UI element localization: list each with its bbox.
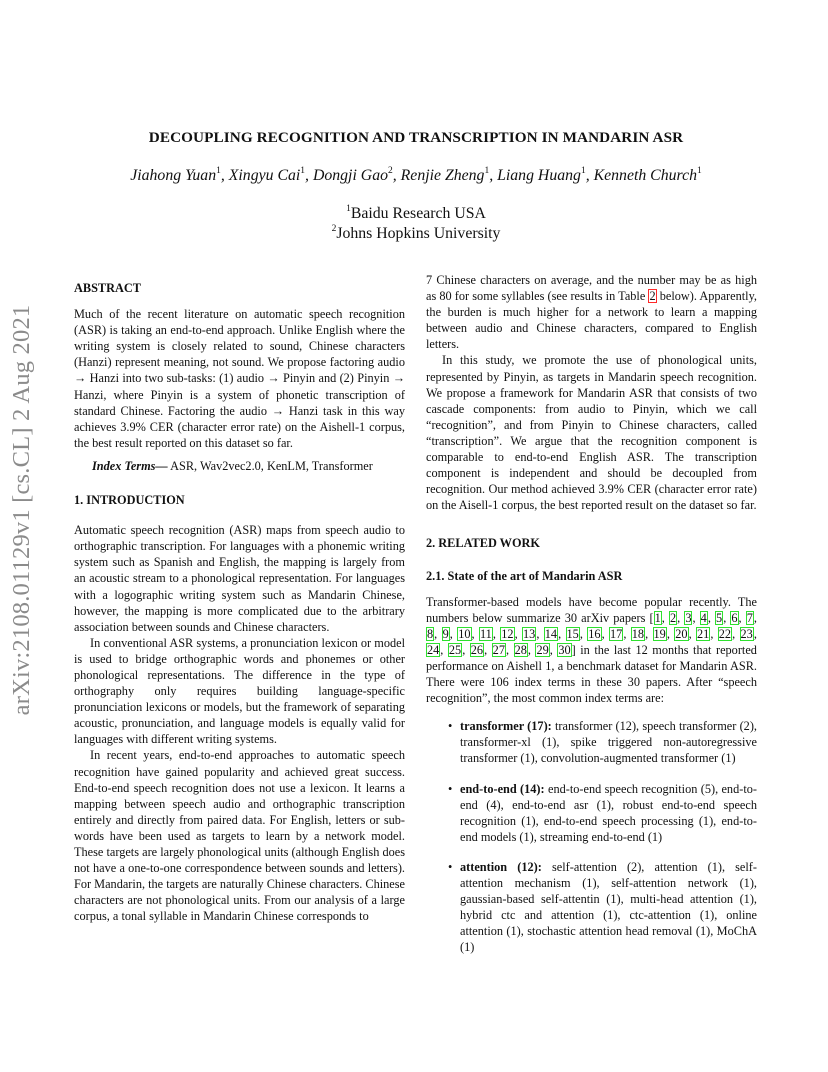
- left-column: [74, 280, 405, 924]
- citation-link[interactable]: 9: [442, 626, 449, 641]
- citation-link[interactable]: 3: [685, 610, 692, 625]
- bullet-icon: •: [448, 781, 453, 796]
- bullet-icon: •: [448, 859, 453, 874]
- citation-link[interactable]: 26: [470, 642, 484, 657]
- affiliation-marker: 2: [331, 224, 337, 234]
- author-name: Dongji Gao: [312, 167, 388, 184]
- related-text: Transformer-based models have become popular recently. The numbers below summarize 30 arXiv papers [: [426, 594, 757, 625]
- related-text: ] in the last 12 months that reported performance on Aishell 1, a benchmark dataset for Mandarin ASR. There were 106 index terms in these 30 papers. After “speech recognition”, the most common index terms are:: [426, 642, 757, 706]
- citation-link[interactable]: 30: [558, 642, 571, 657]
- citation-link[interactable]: 20: [675, 626, 688, 641]
- related-paragraph-1: [426, 594, 757, 707]
- related-work-heading: 2. RELATED WORK: [426, 536, 540, 551]
- citation-link[interactable]: 2: [669, 610, 677, 625]
- citation-link[interactable]: 29: [536, 642, 549, 657]
- author-affiliation-marker: 1: [216, 166, 221, 176]
- citation-link[interactable]: 23: [740, 626, 753, 641]
- citation-link[interactable]: 28: [514, 642, 527, 657]
- right-column: [426, 272, 757, 969]
- affiliation-marker: 1: [346, 204, 351, 214]
- affiliation-1: [74, 205, 758, 223]
- author-affiliation-marker: 2: [388, 166, 393, 176]
- index-terms-label: Index Terms—: [92, 458, 168, 473]
- affiliation-name: Johns Hopkins University: [336, 225, 501, 242]
- index-term-details: transformer (12), speech transformer (2), transformer-xl (1), spike triggered non-autoregressive transformer (1), convolution-augmented transformer (1): [460, 719, 757, 766]
- citation-list: 1, 2, 3, 4, 5, 6, 7, 8, 9, 10, 11, 12, 13, 14, 15, 16, 17, 18, 19, 20, 21, 22, 23, 24, 25, 26, 27, 28, 29, 30: [427, 610, 757, 657]
- index-term-category: attention (12):: [460, 859, 542, 874]
- citation-link[interactable]: 15: [566, 626, 579, 641]
- citation-link[interactable]: 14: [544, 626, 558, 641]
- author-affiliation-marker: 1: [300, 166, 306, 176]
- index-terms-text: ASR, Wav2vec2.0, KenLM, Transformer: [170, 458, 373, 473]
- affiliation-2: [74, 225, 758, 243]
- intro-paragraph-3: In recent years, end-to-end approaches to automatic speech recognition have gained popularity and achieved great success. End-to-end speech recognition does not use a lexicon. It learns a mapping between speech audio and orthographic transcription entirely and directly from paired data. For English, letters or sub-words have been used as targets to learn by a network model. These targets are largely phonological units (although English does not have a one-to-one correspondence between sounds and letters). For Mandarin, the targets are naturally Chinese characters. Chinese characters are not phonological units. From our analysis of a large corpus, a tonal syllable in Mandarin Chinese corresponds to: [74, 748, 405, 924]
- index-term-item: [426, 718, 757, 766]
- author-name: Xingyu Cai: [228, 167, 301, 184]
- index-term-item: [426, 781, 757, 845]
- paper-title: DECOUPLING RECOGNITION AND TRANSCRIPTION IN MANDARIN ASR: [148, 129, 684, 146]
- author-list: Jiahong Yuan$^1$, Xingyu Cai$^1$, Dongji Gao$^2$, Renjie Zheng$^1$, Liang Huang$^1$, Kenneth Church$^1$: [130, 166, 702, 184]
- author-name: Liang Huang: [497, 167, 581, 184]
- bullet-icon: •: [448, 719, 453, 734]
- author-affiliation-marker: 1: [697, 166, 702, 176]
- arxiv-watermark: [2, 290, 42, 730]
- index-term-details: end-to-end speech recognition (5), end-to-end (4), end-to-end asr (1), robust end-to-end speech recognition (1), end-to-end speech processing (1), end-to-end models (1), streaming end-to-end (1): [460, 781, 757, 844]
- arxiv-identifier[interactable]: arXiv:2108.01129v1 [cs.CL] 2 Aug 2021: [8, 304, 35, 716]
- intro-paragraph-1: Automatic speech recognition (ASR) maps from speech audio to orthographic transcription. For languages with a phonemic writing system such as Spanish and English, the mapping is largely from an acoustic stream to a phonological representation. For languages with a logographic writing system such as Mandarin Chinese, however, the mapping is more complicated due to the arbitrary association between sounds and Chinese characters.: [74, 523, 405, 634]
- citation-link[interactable]: 1: [654, 610, 661, 625]
- author-name: Kenneth Church: [593, 167, 697, 184]
- index-term-list: [426, 718, 757, 955]
- author-affiliation-marker: 1: [580, 166, 586, 176]
- citation-link[interactable]: 25: [448, 642, 462, 657]
- abstract-heading: ABSTRACT: [74, 281, 141, 295]
- citation-link[interactable]: 13: [523, 626, 536, 641]
- intro-text: 7 Chinese characters on average, and the number may be as high as 80 for some syllables (see results in Table: [426, 273, 757, 304]
- citation-link[interactable]: 4: [700, 610, 707, 625]
- citation-link[interactable]: 16: [588, 626, 601, 641]
- index-term-category: end-to-end (14):: [460, 781, 545, 796]
- affiliation-name: Baidu Research USA: [350, 205, 486, 222]
- citation-link[interactable]: 8: [427, 626, 434, 641]
- intro-text: below). Apparently, the burden is much higher for a network to learn a mapping between audio and Chinese characters, compared to English letters.: [426, 289, 757, 352]
- subsection-heading: 2.1. State of the art of Mandarin ASR: [426, 568, 623, 583]
- index-terms: [74, 458, 405, 474]
- intro-paragraph-5: In this study, we promote the use of phonological units, represented by Pinyin, as targets in Mandarin speech recognition. We propose a framework for Mandarin ASR that consists of two cascade components: from audio to Pinyin, which we call “recognition”, and from Pinyin to Chinese characters, called “transcription”. We argue that the recognition component is comparable to end-to-end English ASR. The transcription component is independent and should be decoupled from recognition. Our method achieved 3.9% CER (character error rate) on the Aisell-1 corpus, the best reported result on the dataset so far.: [426, 353, 757, 513]
- author-name: Renjie Zheng: [400, 167, 485, 184]
- citation-link[interactable]: 22: [718, 626, 732, 641]
- abstract-text: Much of the recent literature on automatic speech recognition (ASR) is taking an end-to-end approach. Unlike English where the writing system is closely related to sound, Chinese characters (Hanzi) represent meaning, not sound. We propose factoring audio → Hanzi into two sub-tasks: (1) audio → Pinyin and (2) Pinyin → Hanzi, where Pinyin is a system of phonetic transcription of standard Chinese. Factoring the audio → Hanzi task in this way achieves 3.9% CER (character error rate) on the Aishell-1 corpus, the best result reported on this dataset so far.: [74, 307, 405, 450]
- citation-link[interactable]: 27: [492, 642, 505, 657]
- index-term-item: [426, 859, 757, 956]
- citation-link[interactable]: 18: [631, 626, 645, 641]
- author-name: Jiahong Yuan: [130, 167, 217, 184]
- citation-link[interactable]: 11: [479, 626, 492, 641]
- citation-link[interactable]: 10: [458, 626, 471, 641]
- index-term-category: transformer (17):: [460, 719, 552, 734]
- citation-link[interactable]: 7: [746, 610, 753, 625]
- introduction-heading: 1. INTRODUCTION: [74, 493, 185, 508]
- table-reference-link[interactable]: 2: [649, 289, 656, 304]
- author-affiliation-marker: 1: [484, 166, 490, 176]
- citation-link[interactable]: 6: [731, 610, 738, 625]
- citation-link[interactable]: 5: [716, 610, 723, 625]
- citation-link[interactable]: 12: [501, 626, 514, 641]
- citation-link[interactable]: 21: [697, 626, 710, 641]
- intro-paragraph-4: [426, 272, 757, 352]
- citation-link[interactable]: 17: [610, 626, 623, 641]
- index-term-details: self-attention (2), attention (1), self-attention mechanism (1), self-attention network (1), gaussian-based self-attentin (1), multi-head attention (1), hybrid ctc and attention (1), ctc-attention (1), online attention (1), stochastic attention head removal (1), MoChA (1): [460, 859, 758, 955]
- intro-paragraph-2: In conventional ASR systems, a pronunciation lexicon or model is used to bridge orthographic words and phonemes or other phonological representations. The difference in the type of orthography only requires building language-specific pronunciation lexicons or models, but the framework of separating acoustic, pronunciation, and language models is equally valid for languages with different writing systems.: [74, 635, 405, 747]
- citation-link[interactable]: 19: [653, 626, 666, 641]
- citation-link[interactable]: 24: [427, 642, 440, 657]
